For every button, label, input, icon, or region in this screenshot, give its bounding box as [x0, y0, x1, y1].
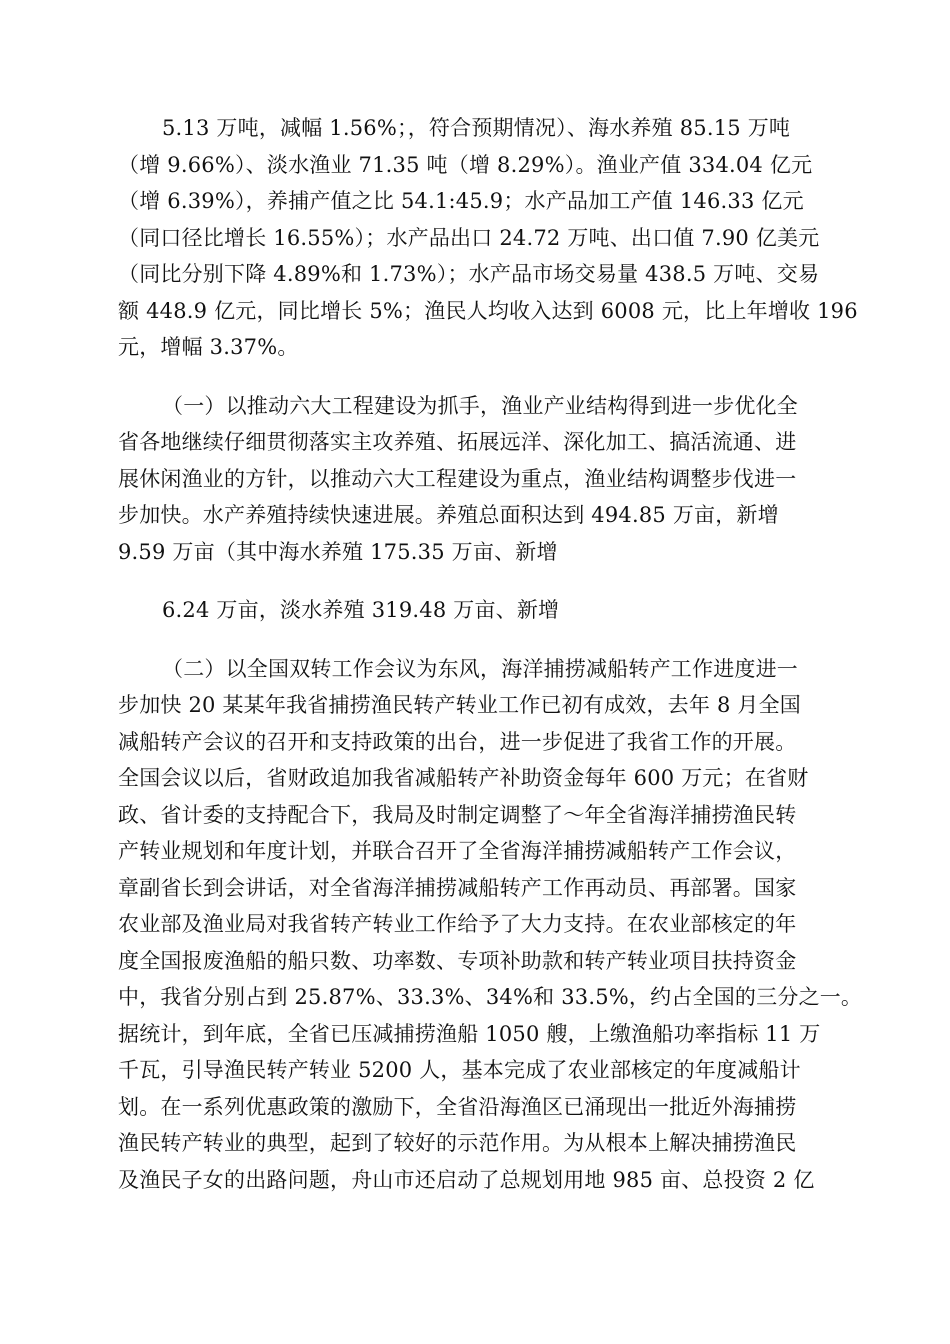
text-line: 5.13 万吨，减幅 1.56%；，符合预期情况）、海水养殖 85.15 万吨 — [162, 116, 791, 140]
text-line: （一）以推动六大工程建设为抓手，渔业产业结构得到进一步优化全 — [162, 393, 798, 418]
paragraph-section-one — [118, 388, 838, 571]
text-line: （二）以全国双转工作会议为东风，海洋捕捞减船转产工作进度进一 — [162, 656, 798, 681]
text-line: 据统计，到年底，全省已压减捕捞渔船 1050 艘，上缴渔船功率指标 11 万 — [118, 1021, 821, 1046]
text-line: 渔民转产转业的典型，起到了较好的示范作用。为从根本上解决捕捞渔民 — [118, 1131, 797, 1155]
paragraph-spacer — [118, 366, 838, 388]
paragraph-section-two — [118, 651, 863, 1199]
text-line: 全国会议以后，省财政追加我省减船转产补助资金每年 600 万元；在省财 — [118, 766, 809, 790]
text-line: 章副省长到会讲话，对全省海洋捕捞减船转产工作再动员、再部署。国家 — [118, 875, 797, 900]
text-line: 产转业规划和年度计划，并联合召开了全省海洋捕捞减船转产工作会议， — [118, 839, 797, 863]
text-line: 步加快 20 某某年我省捕捞渔民转产转业工作已初有成效，去年 8 月全国 — [118, 693, 801, 717]
text-line: 省各地继续仔细贯彻落实主攻养殖、拓展远洋、深化加工、搞活流通、进 — [118, 430, 797, 454]
text-line: 中，我省分别占到 25.87%、33.3%、34%和 33.5%，约占全国的三分之一。 — [118, 985, 863, 1009]
text-line: 元，增幅 3.37%。 — [118, 335, 299, 359]
text-line: 及渔民子女的出路问题，舟山市还启动了总规划用地 985 亩、总投资 2 亿 — [118, 1167, 815, 1192]
text-line: 农业部及渔业局对我省转产转业工作给予了大力支持。在农业部核定的年 — [118, 912, 797, 936]
text-line: 千瓦，引导渔民转产转业 5200 人，基本完成了农业部核定的年度减船计 — [118, 1058, 801, 1082]
text-line: 9.59 万亩（其中海水养殖 175.35 万亩、新增 — [118, 539, 558, 564]
text-line: （增 6.39%），养捕产值之比 54.1:45.9；水产品加工产值 146.33 亿元 — [118, 189, 804, 213]
text-line: 额 448.9 亿元，同比增长 5%；渔民人均收入达到 6008 元，比上年增收 196 — [118, 298, 858, 323]
paragraph-aquaculture-fragment — [118, 592, 838, 629]
paragraph-statistics-summary — [118, 110, 858, 366]
text-line: （同口径比增长 16.55%）；水产品出口 24.72 万吨、出口值 7.90 亿美元 — [118, 225, 820, 250]
paragraph-spacer — [118, 570, 838, 592]
text-line: （同比分别下降 4.89%和 1.73%）；水产品市场交易量 438.5 万吨、交易 — [118, 262, 820, 286]
text-line: 减船转产会议的召开和支持政策的出台，进一步促进了我省工作的开展。 — [118, 729, 797, 754]
text-line: （增 9.66%）、淡水渔业 71.35 吨（增 8.29%）。渔业产值 334.04 亿元 — [118, 152, 813, 177]
text-line: 步加快。水产养殖持续快速进展。养殖总面积达到 494.85 万亩，新增 — [118, 503, 779, 527]
text-line: 划。在一系列优惠政策的激励下，全省沿海渔区已涌现出一批近外海捕捞 — [118, 1094, 797, 1119]
paragraph-spacer — [118, 629, 838, 651]
text-line: 政、省计委的支持配合下，我局及时制定调整了～年全省海洋捕捞渔民转 — [118, 802, 797, 827]
document-body — [118, 110, 863, 1198]
text-line: 6.24 万亩，淡水养殖 319.48 万亩、新增 — [162, 598, 560, 622]
text-line: 度全国报废渔船的船只数、功率数、专项补助款和转产转业项目扶持资金 — [118, 948, 797, 973]
text-line: 展休闲渔业的方针，以推动六大工程建设为重点，渔业结构调整步伐进一 — [118, 466, 797, 491]
